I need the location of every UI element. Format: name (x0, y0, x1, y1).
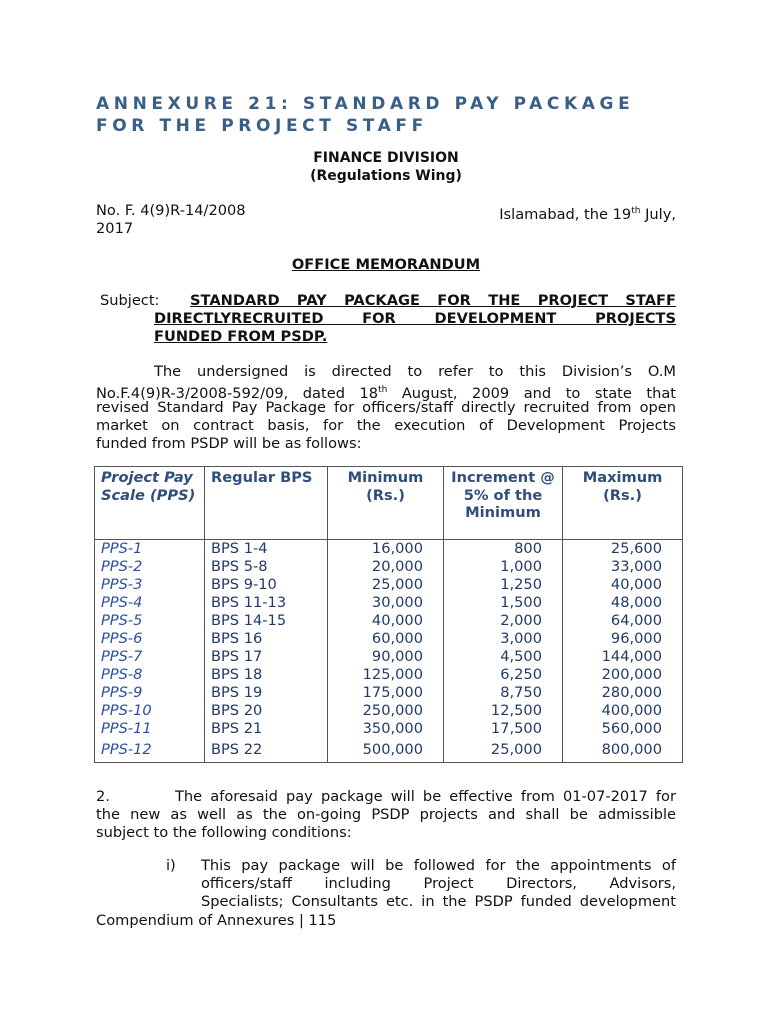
division-name: FINANCE DIVISION (313, 150, 459, 166)
table-row (95, 558, 683, 576)
cell-increment: 17,500 (444, 720, 563, 738)
wing-name: (Regulations Wing) (310, 168, 462, 184)
para2-line-3: subject to the following conditions: (96, 824, 352, 841)
subject-line-2: DIRECTLYRECRUITED FOR DEVELOPMENT PROJECTS (154, 310, 676, 327)
cell-minimum: 20,000 (328, 558, 444, 576)
cell-minimum: 125,000 (328, 666, 444, 684)
cell-bps: BPS 22 (205, 738, 328, 763)
cell-maximum: 800,000 (563, 738, 683, 763)
cell-maximum: 33,000 (563, 558, 683, 576)
cell-pps: PPS-6 (95, 630, 205, 648)
cell-maximum: 144,000 (563, 648, 683, 666)
cell-bps: BPS 9-10 (205, 576, 328, 594)
para1-line-1: The undersigned is directed to refer to this Division’s O.M (154, 363, 676, 380)
para1-line-2: No.F.4(9)R-3/2008-592/09, dated 18th August, 2009 and to state that (96, 384, 676, 402)
cell-pps: PPS-5 (95, 612, 205, 630)
cell-minimum: 60,000 (328, 630, 444, 648)
cell-increment: 3,000 (444, 630, 563, 648)
cell-minimum: 350,000 (328, 720, 444, 738)
table-row (95, 576, 683, 594)
subject-line-1: STANDARD PAY PACKAGE FOR THE PROJECT STAFF (190, 292, 676, 309)
col-header-bps: Regular BPS (205, 467, 328, 540)
cell-pps: PPS-11 (95, 720, 205, 738)
cell-pps: PPS-2 (95, 558, 205, 576)
cell-minimum: 250,000 (328, 702, 444, 720)
cell-minimum: 16,000 (328, 540, 444, 559)
table-header-row (95, 467, 683, 540)
cell-maximum: 64,000 (563, 612, 683, 630)
table-row (95, 594, 683, 612)
item-i-line-2: officers/staff including Project Directors, Advisors, (201, 875, 676, 892)
reference-year: 2017 (96, 220, 134, 237)
cell-bps: BPS 18 (205, 666, 328, 684)
cell-maximum: 40,000 (563, 576, 683, 594)
cell-bps: BPS 21 (205, 720, 328, 738)
table-row (95, 738, 683, 763)
cell-maximum: 200,000 (563, 666, 683, 684)
cell-increment: 8,750 (444, 684, 563, 702)
reference-number: No. F. 4(9)R-14/2008 (96, 202, 246, 219)
title-line-2: FOR THE PROJECT STAFF (96, 116, 428, 136)
cell-bps: BPS 1-4 (205, 540, 328, 559)
cell-increment: 1,000 (444, 558, 563, 576)
title-line-1: ANNEXURE 21: STANDARD PAY PACKAGE (96, 94, 635, 114)
cell-maximum: 560,000 (563, 720, 683, 738)
cell-pps: PPS-8 (95, 666, 205, 684)
item-i-line-1: This pay package will be followed for the appointments of (201, 857, 676, 874)
cell-bps: BPS 14-15 (205, 612, 328, 630)
cell-increment: 800 (444, 540, 563, 559)
para1-line-3: revised Standard Pay Package for officers/staff directly recruited from open (96, 399, 676, 416)
col-header-minimum: Minimum (Rs.) (328, 467, 444, 540)
cell-maximum: 25,600 (563, 540, 683, 559)
cell-pps: PPS-4 (95, 594, 205, 612)
cell-increment: 1,500 (444, 594, 563, 612)
memo-heading: OFFICE MEMORANDUM (291, 256, 481, 273)
item-i-line-3: Specialists; Consultants etc. in the PSDP funded development (201, 893, 676, 910)
para1-line-4: market on contract basis, for the execution of Development Projects (96, 417, 676, 434)
cell-bps: BPS 17 (205, 648, 328, 666)
cell-bps: BPS 19 (205, 684, 328, 702)
cell-increment: 1,250 (444, 576, 563, 594)
cell-maximum: 96,000 (563, 630, 683, 648)
table-row (95, 720, 683, 738)
cell-pps: PPS-1 (95, 540, 205, 559)
cell-minimum: 500,000 (328, 738, 444, 763)
cell-minimum: 25,000 (328, 576, 444, 594)
table-row (95, 684, 683, 702)
col-header-maximum: Maximum (Rs.) (563, 467, 683, 540)
item-i-marker: i) (166, 857, 176, 874)
cell-increment: 2,000 (444, 612, 563, 630)
subject-line-3: FUNDED FROM PSDP. (154, 328, 328, 345)
cell-maximum: 280,000 (563, 684, 683, 702)
cell-pps: PPS-10 (95, 702, 205, 720)
table-row (95, 648, 683, 666)
cell-maximum: 400,000 (563, 702, 683, 720)
para2-line-2: the new as well as the on-going PSDP projects and shall be admissible (96, 806, 676, 823)
table-body (95, 540, 683, 763)
table-row (95, 612, 683, 630)
table-row (95, 540, 683, 559)
cell-pps: PPS-7 (95, 648, 205, 666)
para1-line-5: funded from PSDP will be as follows: (96, 435, 362, 452)
cell-increment: 4,500 (444, 648, 563, 666)
cell-maximum: 48,000 (563, 594, 683, 612)
cell-minimum: 30,000 (328, 594, 444, 612)
subject-label: Subject: (100, 292, 160, 309)
place-date-text: Islamabad, the 19th July, (499, 205, 676, 223)
cell-bps: BPS 20 (205, 702, 328, 720)
cell-pps: PPS-12 (95, 738, 205, 763)
cell-increment: 12,500 (444, 702, 563, 720)
cell-pps: PPS-9 (95, 684, 205, 702)
pay-scale-table (94, 466, 683, 763)
para2-line-1: 2. The aforesaid pay package will be effective from 01-07-2017 for (96, 788, 676, 805)
cell-minimum: 90,000 (328, 648, 444, 666)
col-header-pps: Project Pay Scale (PPS) (95, 467, 205, 540)
page-footer: Compendium of Annexures | 115 (96, 912, 337, 929)
cell-minimum: 175,000 (328, 684, 444, 702)
cell-increment: 6,250 (444, 666, 563, 684)
table-row (95, 702, 683, 720)
table-row (95, 630, 683, 648)
place-date (470, 202, 676, 224)
cell-increment: 25,000 (444, 738, 563, 763)
cell-bps: BPS 5-8 (205, 558, 328, 576)
cell-bps: BPS 11-13 (205, 594, 328, 612)
annexure-title (96, 93, 696, 137)
table-row (95, 666, 683, 684)
cell-bps: BPS 16 (205, 630, 328, 648)
cell-minimum: 40,000 (328, 612, 444, 630)
cell-pps: PPS-3 (95, 576, 205, 594)
col-header-increment: Increment @ 5% of the Minimum (444, 467, 563, 540)
